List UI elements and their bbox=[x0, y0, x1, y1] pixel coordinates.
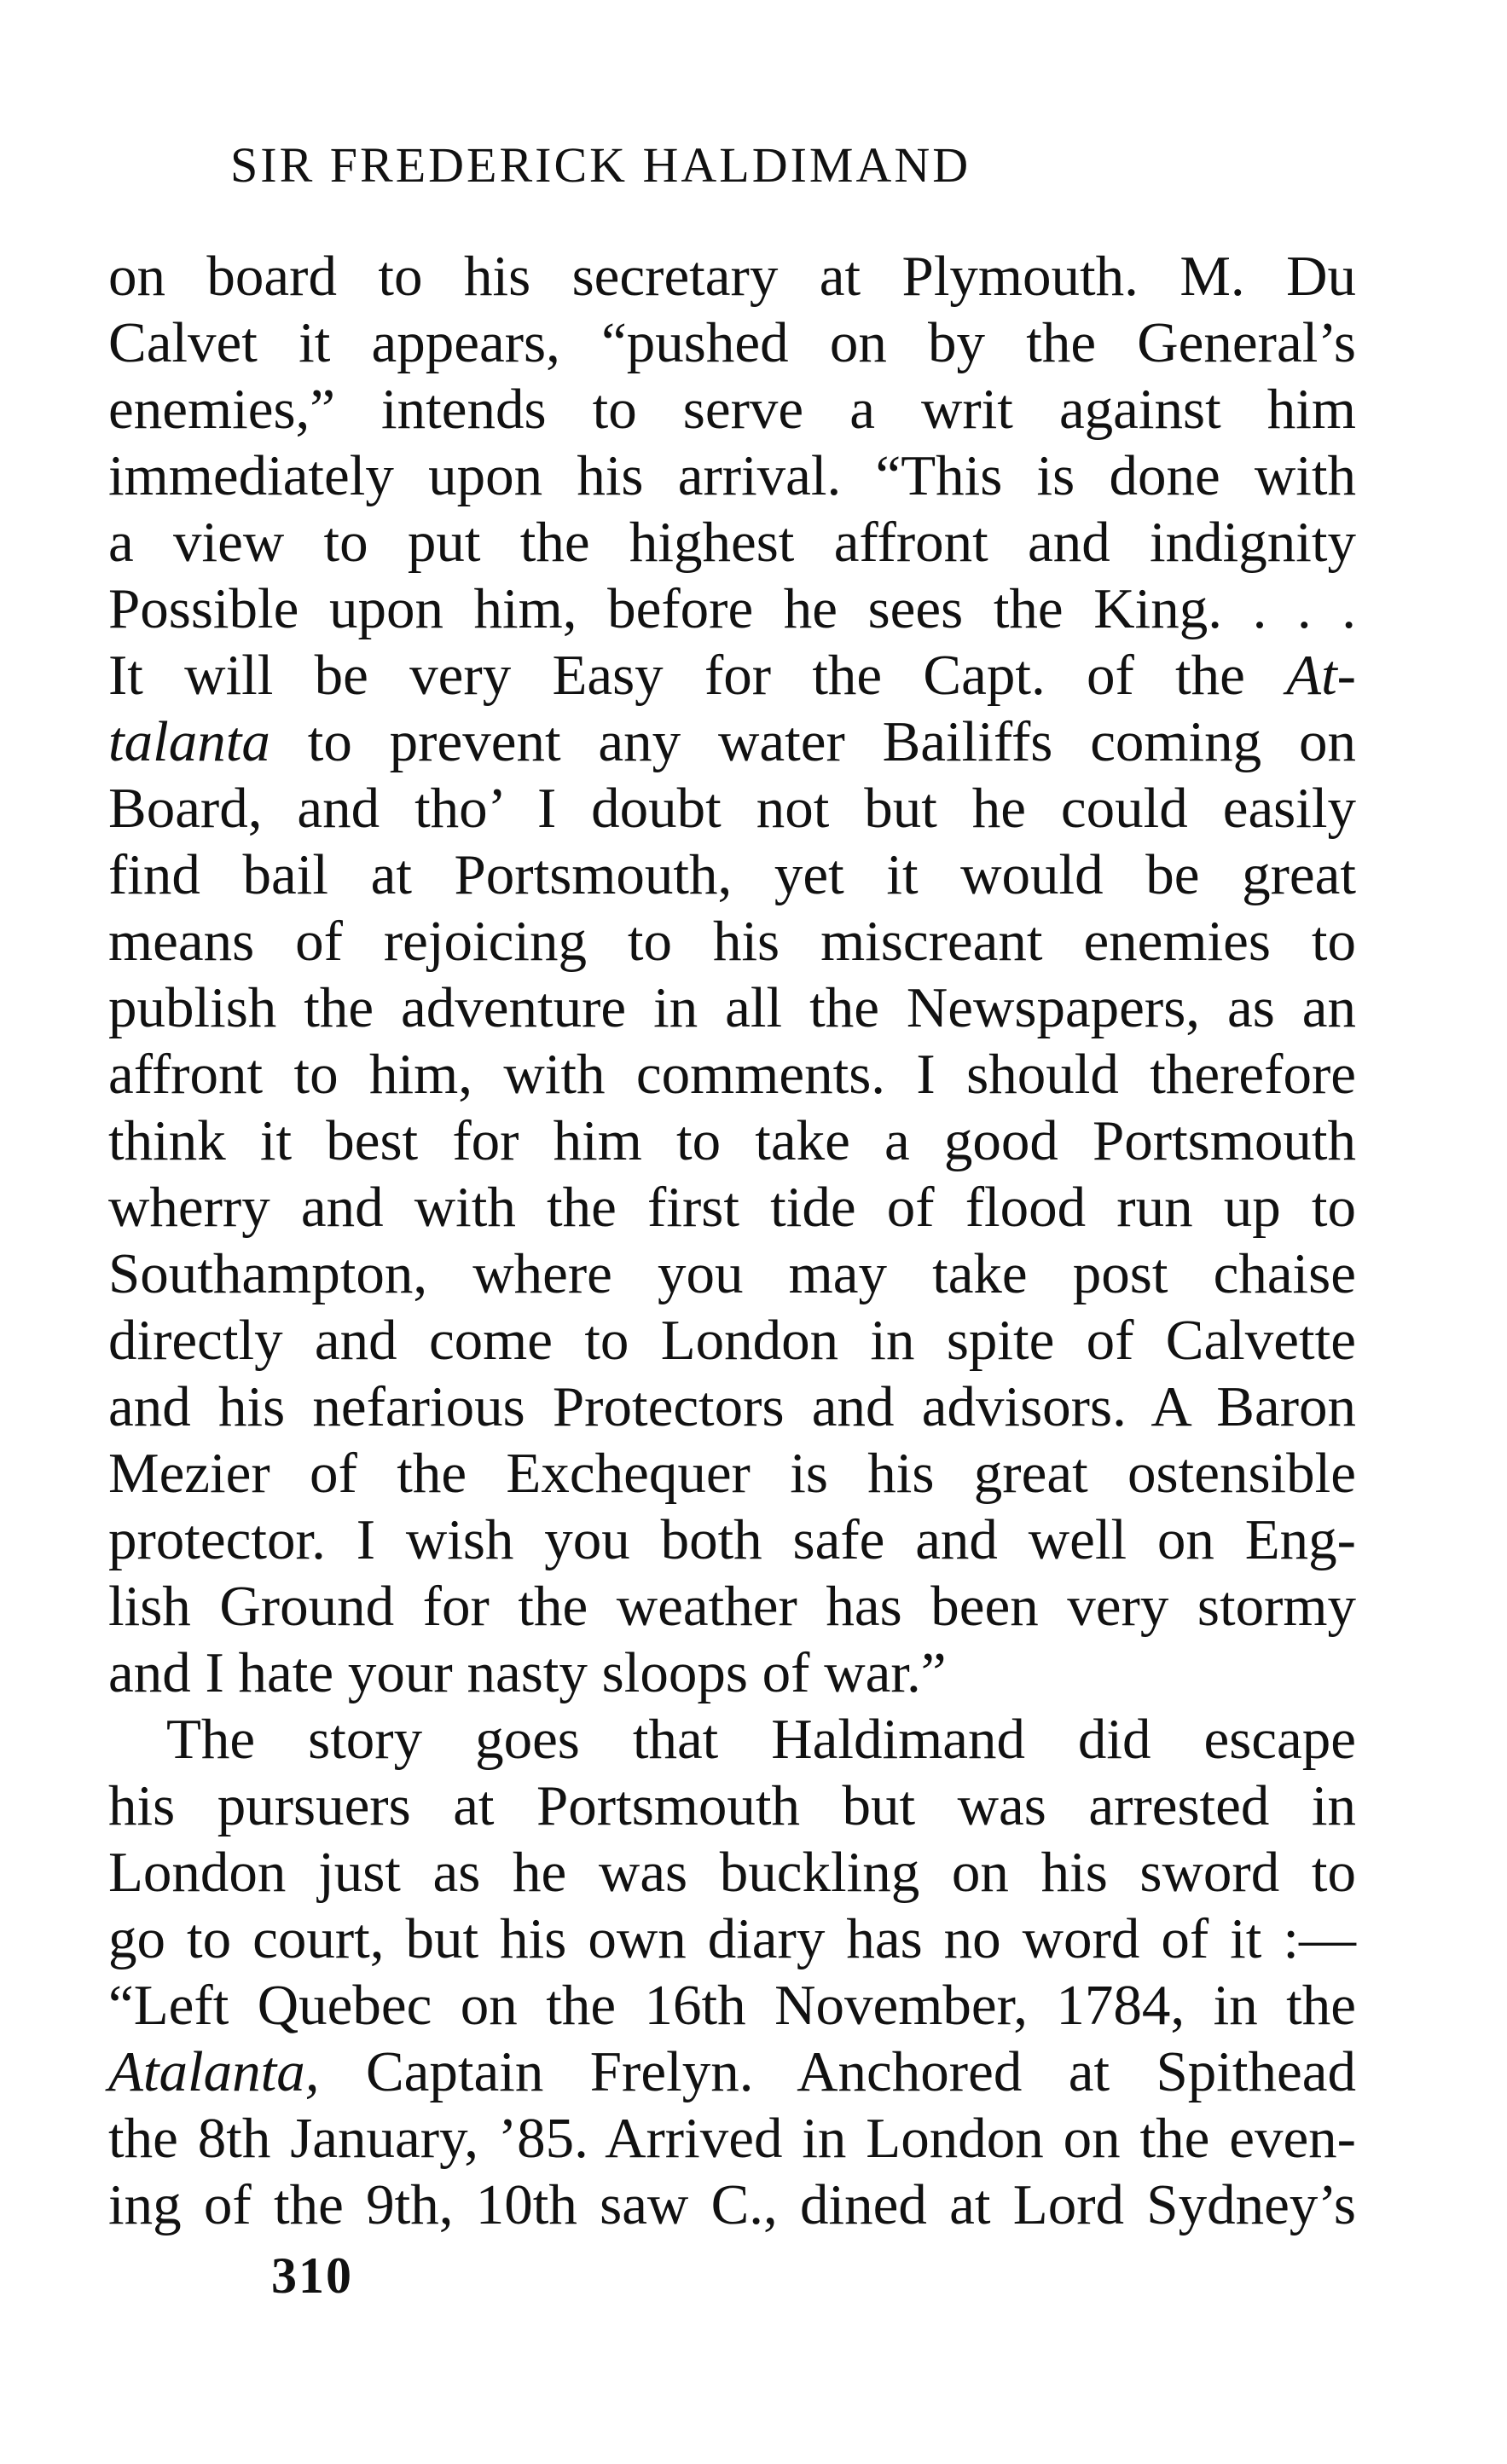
text-line: lish Ground for the weather has been very stormy bbox=[108, 1575, 1356, 1638]
text-line: publish the adventure in all the Newspapers, as an bbox=[108, 976, 1356, 1039]
page-number: 310 bbox=[271, 2247, 353, 2304]
text-line: find bail at Portsmouth, yet it would be great bbox=[108, 843, 1356, 906]
text-line: “Left Quebec on the 16th November, 1784, in the bbox=[108, 1974, 1356, 2037]
text-line: wherry and with the first tide of flood run up to bbox=[108, 1176, 1356, 1239]
text-line: Mezier of the Exchequer is his great ostensible bbox=[108, 1442, 1356, 1505]
text-line: Southampton, where you may take post chaise bbox=[108, 1242, 1356, 1305]
paragraph-first-line: The story goes that Haldimand did escape bbox=[166, 1708, 1356, 1771]
running-head: SIR FREDERICK HALDIMAND bbox=[230, 137, 971, 193]
line-text: to prevent any water Bailiffs coming on bbox=[270, 710, 1356, 773]
text-line: Calvet it appears, “pushed on by the General’s bbox=[108, 311, 1356, 374]
text-line: means of rejoicing to his miscreant enemies to bbox=[108, 910, 1356, 973]
text-line: his pursuers at Portsmouth but was arrested in bbox=[108, 1774, 1356, 1837]
text-line: directly and come to London in spite of Calvette bbox=[108, 1309, 1356, 1372]
line-text: It will be very Easy for the Capt. of the bbox=[108, 644, 1287, 707]
text-line: think it best for him to take a good Portsmouth bbox=[108, 1109, 1356, 1172]
text-line: Possible upon him, before he sees the King. . . . bbox=[108, 577, 1356, 640]
text-line: a view to put the highest affront and indignity bbox=[108, 511, 1356, 574]
text-line: affront to him, with comments. I should therefore bbox=[108, 1043, 1356, 1106]
text-line: Board, and tho’ I doubt not but he could easily bbox=[108, 777, 1356, 840]
line-text: Captain Frelyn. Anchored at Spithead bbox=[319, 2040, 1356, 2103]
text-line: on board to his secretary at Plymouth. M. Du bbox=[108, 245, 1356, 308]
text-line: and his nefarious Protectors and advisors. A Baron bbox=[108, 1375, 1356, 1438]
body-text bbox=[108, 243, 1356, 2238]
text-line: go to court, but his own diary has no word of it :— bbox=[108, 1907, 1356, 1970]
text-line: immediately upon his arrival. “This is done with bbox=[108, 444, 1356, 507]
text-line bbox=[108, 2039, 1356, 2105]
ship-name-italic: Atalanta, bbox=[108, 2040, 320, 2103]
ship-name-italic: talanta bbox=[108, 710, 270, 773]
ship-name-italic: At- bbox=[1286, 644, 1356, 707]
text-line bbox=[108, 642, 1356, 709]
text-line: the 8th January, ’85. Arrived in London on the even- bbox=[108, 2107, 1356, 2170]
text-line bbox=[108, 709, 1356, 775]
text-line: enemies,” intends to serve a writ against him bbox=[108, 378, 1356, 441]
text-line: protector. I wish you both safe and well on Eng- bbox=[108, 1508, 1356, 1571]
text-line: ing of the 9th, 10th saw C., dined at Lord Sydney’s bbox=[108, 2173, 1356, 2236]
text-line: London just as he was buckling on his sword to bbox=[108, 1841, 1356, 1904]
text-line: and I hate your nasty sloops of war.” bbox=[108, 1641, 947, 1704]
